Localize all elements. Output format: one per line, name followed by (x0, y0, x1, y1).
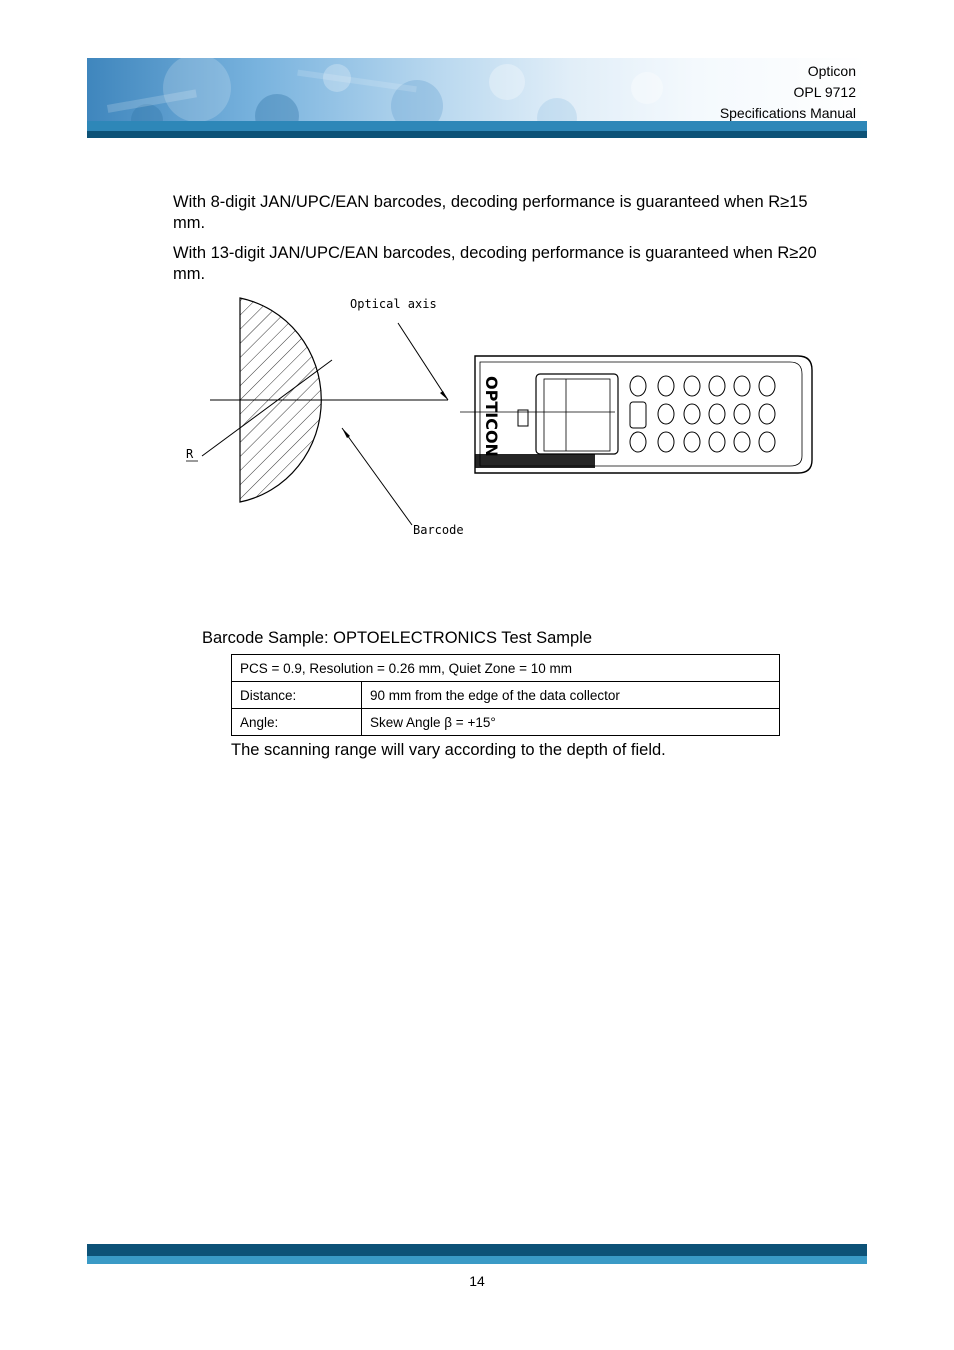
device-brand-text: OPTICON (482, 376, 501, 457)
header-company: Opticon (807, 63, 856, 79)
page-number: 14 (469, 1273, 485, 1289)
paragraph-8-digit: With 8-digit JAN/UPC/EAN barcodes, decoding performance is guaranteed when R≥15 mm. (173, 193, 808, 232)
header-manual-title: Specifications Manual (719, 105, 856, 121)
data-collector-device (475, 356, 812, 473)
distance-value-cell: 90 mm from the edge of the data collector (362, 682, 780, 709)
header-info (720, 61, 856, 124)
footer-rule-dark (87, 1244, 867, 1256)
distance-label-cell: Distance: (232, 682, 362, 709)
radius-label: R (186, 447, 194, 461)
angle-label-cell: Angle: (232, 709, 362, 736)
scan-range-note: The scanning range will vary according to the depth of field. (231, 741, 666, 759)
angle-value-cell: Skew Angle β = +15° (362, 709, 780, 736)
scan-range-diagram (180, 290, 820, 545)
paragraph-13-digit: With 13-digit JAN/UPC/EAN barcodes, decoding performance is guaranteed when R≥20 mm. (173, 244, 817, 283)
optical-axis-label: Optical axis (350, 297, 437, 311)
barcode-leader (342, 428, 412, 525)
table-row (232, 709, 780, 736)
barcode-sample-table (231, 654, 780, 736)
barcode-label: Barcode (413, 523, 464, 537)
header-rule-dark (87, 131, 867, 138)
footer-rule-light (87, 1256, 867, 1264)
barcode-sample-title: Barcode Sample: OPTOELECTRONICS Test Sample (202, 629, 593, 647)
table-row (232, 682, 780, 709)
header-model: OPL 9712 (793, 84, 856, 100)
table-row (232, 655, 780, 682)
sample-parameters-cell: PCS = 0.9, Resolution = 0.26 mm, Quiet Zone = 10 mm (232, 655, 780, 682)
optical-axis-leader (398, 323, 448, 400)
